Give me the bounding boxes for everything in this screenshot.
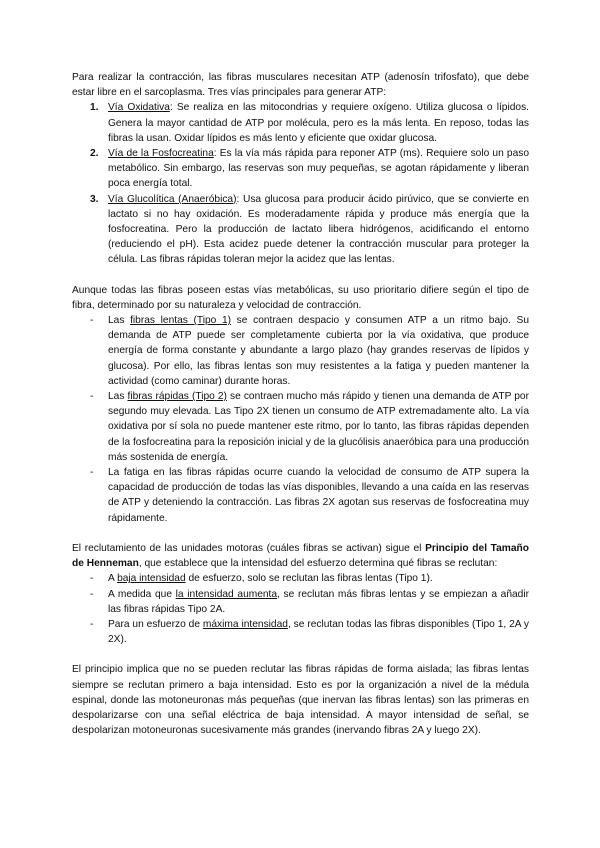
list-number: 2. — [90, 148, 99, 160]
underlined-term: fibras lentas (Tipo 1) — [130, 315, 232, 327]
recruitment-paragraph — [72, 541, 529, 571]
item-text: , se reclutan más fibras lentas y se empiezan a añadir las fibras rápidas Tipo 2A. — [108, 588, 529, 615]
spacer — [72, 268, 529, 283]
item-text: se contraen despacio y consumen ATP a un ritmo bajo. Su demanda de ATP puede ser completamente cubierta por la vía oxidativa, que produce energía de forma constante y abundante a largo plazo (hay grandes reservas de lípidos y glucosa). Por ello, las fibras lentas son muy resistentes a la fatiga y pueden mantener la actividad (como caminar) durante horas. — [108, 315, 529, 387]
spacer — [72, 526, 529, 541]
pathway-text: : Usa glucosa para producir ácido pirúvico, que se convierte en lactato si no hay oxidación. Es moderadamente rápida y produce más energía que la fosfocreatina. Pero la producción de lactato libera hidrógenos, acidificando el entorno (reduciendo el pH). Esta acidez puede detener la contracción muscular para proteger la célula. Las fibras rápidas toleran mejor la acidez que las lentas. — [108, 193, 529, 266]
list-number: 3. — [90, 193, 99, 205]
item-text: A medida que — [108, 588, 176, 600]
item-text: Las — [108, 391, 128, 403]
list-item — [72, 571, 529, 586]
henneman-principle: Principio del Tamaño de Henneman — [72, 542, 529, 570]
pathway-title: Vía Oxidativa — [108, 102, 170, 114]
document-page — [72, 70, 529, 738]
list-number: 1. — [90, 102, 99, 114]
dash-bullet: - — [90, 588, 94, 600]
atp-pathways-list — [72, 100, 529, 267]
list-item — [72, 192, 529, 268]
item-text: A — [108, 573, 118, 585]
list-item — [72, 313, 529, 389]
pathway-text: : Es la vía más rápida para reponer ATP (ms). Requiere solo un paso metabólico. Sin embargo, las reservas son muy pequeñas, se agotan rápidamente y liberan poca energía total. — [108, 148, 530, 190]
paragraph-text: El reclutamiento de las unidades motoras (cuáles fibras se activan) sigue el — [72, 542, 426, 554]
list-item — [72, 100, 529, 146]
item-text: La fatiga en las fibras rápidas ocurre cuando la velocidad de consumo de ATP supera la capacidad de producción de todas las vías disponibles, llevando a una caída en las reservas de ATP y deteniendo la contracción. Las fibras 2X agotan sus reservas de fosfocreatina muy rápidamente. — [108, 467, 529, 524]
fiber-intro-paragraph: Aunque todas las fibras poseen estas vías metabólicas, su uso prioritario difiere según el tipo de fibra, determinado por su naturaleza y velocidad de contracción. — [72, 284, 529, 311]
list-item — [72, 587, 529, 617]
item-text: se contraen mucho más rápido y tienen una demanda de ATP por segundo muy elevada. Las Tipo 2X tienen un consumo de ATP extremadamente alto. La vía oxidativa por sí sola no puede mantener este ritmo, por lo tanto, las fibras rápidas dependen de la fosfocreatina para la reposición inicial y de la glucólisis anaeróbica para una producción más sostenida de energía. — [108, 391, 529, 463]
dash-bullet: - — [90, 467, 94, 479]
list-item — [72, 389, 529, 465]
spacer — [72, 647, 529, 662]
recruitment-list — [72, 571, 529, 647]
intro-paragraph: Para realizar la contracción, las fibras musculares necesitan ATP (adenosín trifosfato), que debe estar libre en el sarcoplasma. Tres vías principales para generar ATP: — [72, 72, 529, 99]
conclusion-paragraph: El principio implica que no se pueden reclutar las fibras rápidas de forma aislada; las fibras lentas siempre se reclutan primero a baja intensidad. Esto es por la organización a nivel de la médula espinal, donde las motoneuronas más pequeñas (que inervan las fibras lentas) son las primeras en despolarizarse con una señal eléctrica de baja intensidad. A mayor intensidad de señal, se despolarizan motoneuronas sucesivamente más grandes (inervando fibras 2A y luego 2X). — [72, 664, 529, 737]
list-item — [72, 465, 529, 526]
underlined-term: fibras rápidas (Tipo 2) — [127, 391, 227, 403]
dash-bullet: - — [90, 618, 94, 630]
underlined-term: la intensidad aumenta — [175, 588, 278, 600]
dash-bullet: - — [90, 573, 94, 585]
pathway-text: : Se realiza en las mitocondrias y requiere oxígeno. Utiliza glucosa o lípidos. Genera la mayor cantidad de ATP por molécula, pero es la más lenta. En reposo, todas las fibras la usan. Oxidar lípidos es más lento y eficiente que oxidar glucosa. — [108, 102, 529, 144]
pathway-title: Vía Glucolítica (Anaeróbica) — [108, 193, 237, 205]
underlined-term: máxima intensidad — [202, 618, 288, 630]
paragraph-text: , que establece que la intensidad del esfuerzo determina qué fibras se reclutan: — [138, 558, 498, 570]
item-text: de esfuerzo, solo se reclutan las fibras lentas (Tipo 1). — [185, 573, 433, 585]
dash-bullet: - — [90, 391, 94, 403]
pathway-title: Vía de la Fosfocreatina — [108, 148, 214, 160]
list-item — [72, 146, 529, 192]
item-text: , se reclutan todas las fibras disponibles (Tipo 1, 2A y 2X). — [108, 618, 530, 646]
list-item — [72, 617, 529, 647]
dash-bullet: - — [90, 315, 94, 327]
fiber-types-list — [72, 313, 529, 526]
item-text: Para un esfuerzo de — [108, 618, 203, 630]
underlined-term: baja intensidad — [117, 573, 186, 585]
item-text: Las — [108, 315, 131, 327]
